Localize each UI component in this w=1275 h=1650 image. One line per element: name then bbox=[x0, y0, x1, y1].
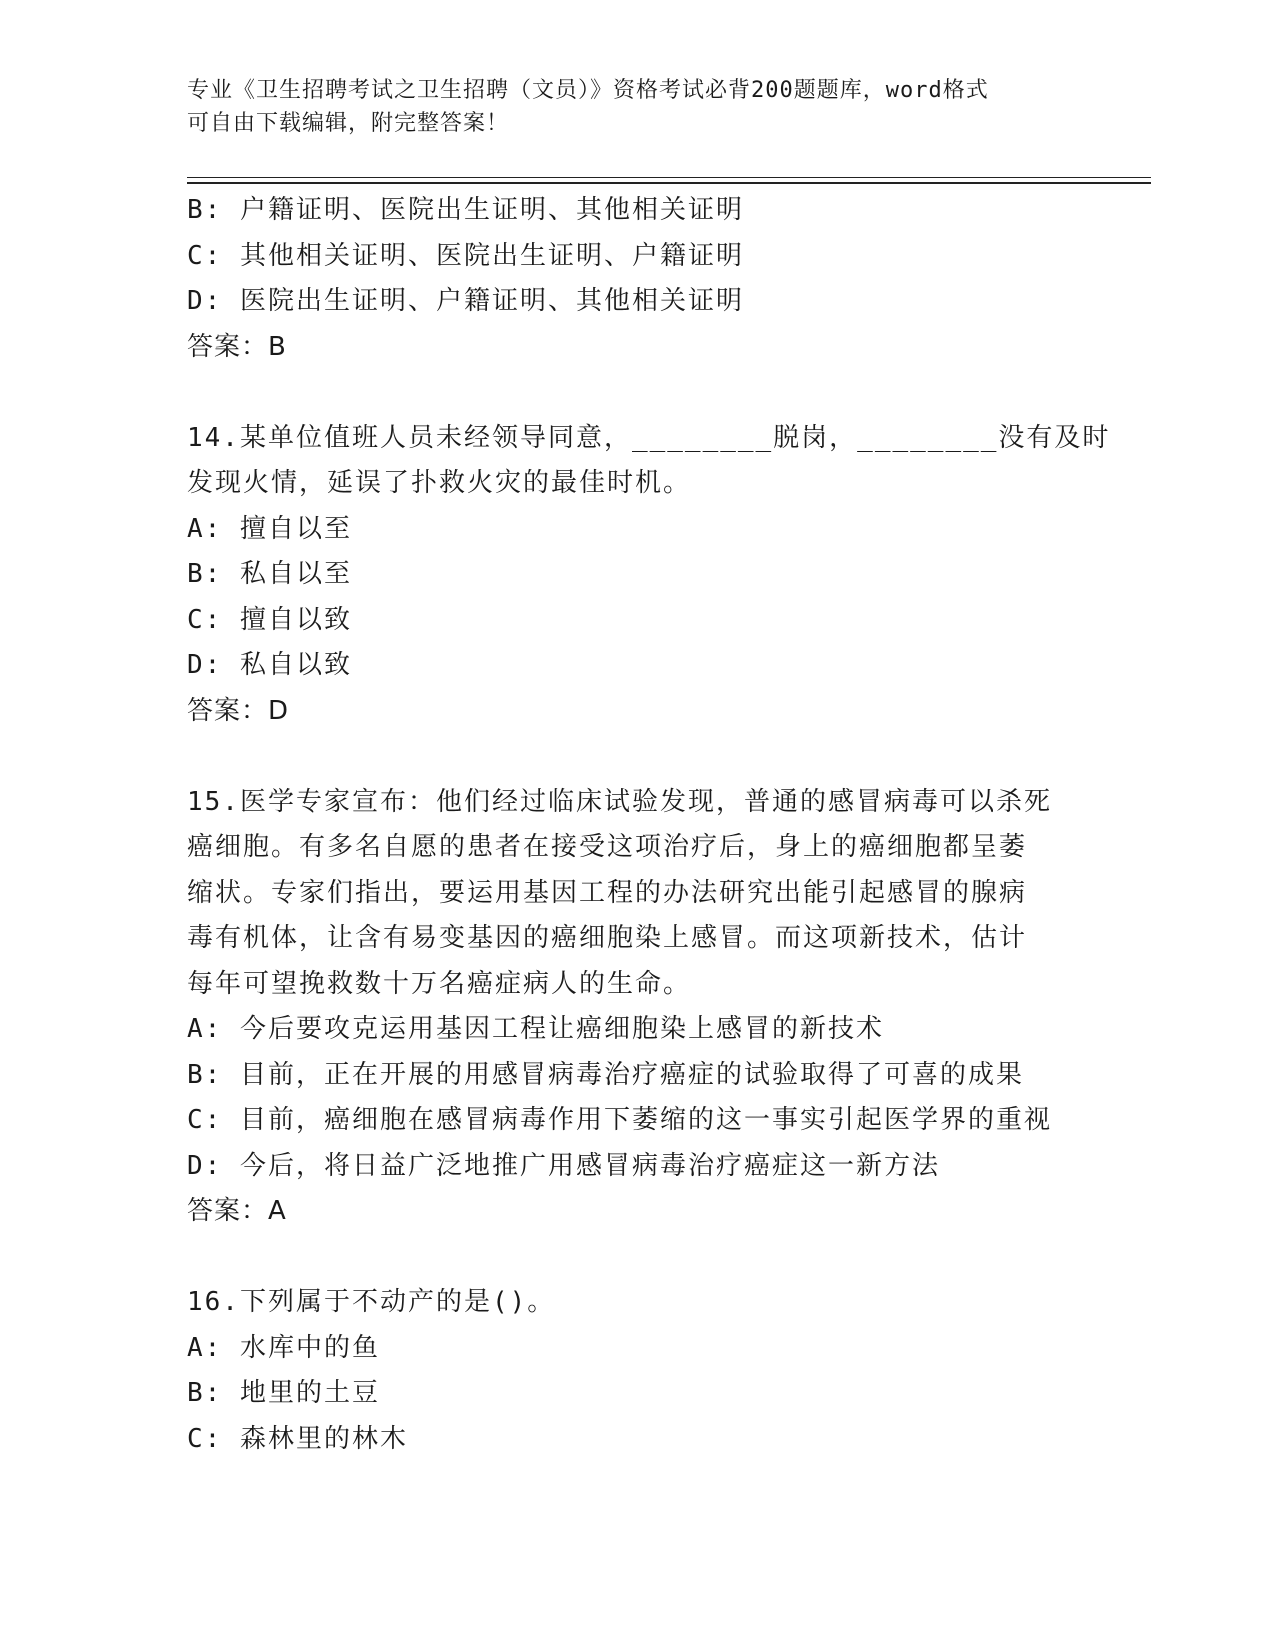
question-15-stem-line1: 15.医学专家宣布：他们经过临床试验发现，普通的感冒病毒可以杀死 bbox=[187, 786, 1052, 817]
question-14 bbox=[187, 416, 1111, 735]
question-15-answer: 答案：A bbox=[187, 1196, 287, 1226]
question-15-option-a: A: 今后要攻克运用基因工程让癌细胞染上感冒的新技术 bbox=[187, 1014, 884, 1044]
question-15-stem-line3: 缩状。专家们指出，要运用基因工程的办法研究出能引起感冒的腺病 bbox=[187, 877, 1028, 908]
question-16-option-b: B: 地里的土豆 bbox=[187, 1378, 380, 1408]
question-14-stem-line1: 14.某单位值班人员未经领导同意，________脱岗，________没有及时 bbox=[187, 422, 1111, 453]
question-13-answer: 答案：B bbox=[187, 331, 287, 362]
question-13 bbox=[187, 188, 1087, 370]
question-14-option-c: C: 擅自以致 bbox=[187, 604, 352, 635]
question-list bbox=[187, 188, 1111, 1462]
header-rule-thick bbox=[187, 182, 1151, 184]
question-14-answer: 答案：D bbox=[187, 695, 290, 726]
question-16-option-c: C: 森林里的林木 bbox=[187, 1423, 408, 1454]
spacer bbox=[187, 370, 1087, 416]
question-15-stem-line4: 毒有机体，让含有易变基因的癌细胞染上感冒。而这项新技术，估计 bbox=[187, 923, 1028, 953]
spacer bbox=[187, 1235, 1087, 1281]
question-16 bbox=[187, 1280, 1087, 1462]
question-15-option-c: C: 目前，癌细胞在感冒病毒作用下萎缩的这一事实引起医学界的重视 bbox=[187, 1105, 1052, 1135]
spacer bbox=[187, 734, 1087, 780]
question-14-option-a: A: 擅自以至 bbox=[187, 513, 352, 544]
question-13-option-b: B: 户籍证明、医院出生证明、其他相关证明 bbox=[187, 195, 744, 225]
question-15-stem-line2: 癌细胞。有多名自愿的患者在接受这项治疗后，身上的癌细胞都呈萎 bbox=[187, 832, 1028, 862]
question-13-option-d: D: 医院出生证明、户籍证明、其他相关证明 bbox=[187, 286, 744, 316]
question-15-option-d: D: 今后，将日益广泛地推广用感冒病毒治疗癌症这一新方法 bbox=[187, 1150, 940, 1181]
question-15-stem-line5: 每年可望挽救数十万名癌症病人的生命。 bbox=[187, 968, 692, 999]
question-15 bbox=[187, 780, 1087, 1235]
document-header bbox=[187, 74, 1087, 140]
question-13-option-c: C: 其他相关证明、医院出生证明、户籍证明 bbox=[187, 240, 744, 271]
question-16-option-a: A: 水库中的鱼 bbox=[187, 1332, 380, 1363]
header-title-line1: 专业《卫生招聘考试之卫生招聘（文员）》资格考试必背200题题库，word格式 bbox=[187, 78, 989, 103]
question-14-option-b: B: 私自以至 bbox=[187, 559, 352, 589]
question-14-option-d: D: 私自以致 bbox=[187, 650, 352, 680]
question-14-stem-line2: 发现火情，延误了扑救火灾的最佳时机。 bbox=[187, 468, 692, 498]
header-title-line2: 可自由下载编辑，附完整答案！ bbox=[187, 111, 510, 136]
question-16-stem-line1: 16.下列属于不动产的是()。 bbox=[187, 1287, 556, 1317]
question-15-option-b: B: 目前，正在开展的用感冒病毒治疗癌症的试验取得了可喜的成果 bbox=[187, 1059, 1024, 1090]
header-rule-thin bbox=[187, 177, 1151, 178]
